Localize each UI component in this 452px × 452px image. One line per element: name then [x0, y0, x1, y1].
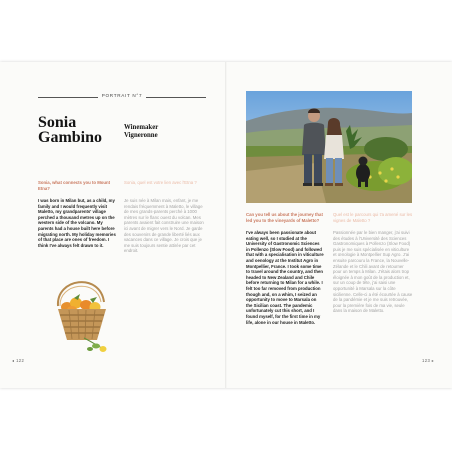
answer-french-1: Je suis née à Milan mais, enfant, je me rendais fréquemment à Maletto, le village de mes grands-parents perché à 1000 mètres sur le flanc ouest du volcan. Mes parents avaient fait construire une maison ici avant de migrer vers le Nord. Je garde des souvenirs de grande liberté liés aux vacances dans ce village. Je crois que je me suis toujours sentie attirée par cet endroit. — [124, 198, 204, 254]
header-rule-left — [38, 97, 98, 98]
page-number-right: 123 ▸ — [422, 358, 435, 363]
question-french-1: Sonia, quel est votre lien avec l'Etna ? — [124, 180, 197, 185]
fruit-basket-illustration — [50, 272, 114, 354]
role-english: Winemaker — [124, 124, 159, 131]
portrait-photo — [246, 91, 412, 203]
portrait-header: PORTRAIT N°7 — [101, 93, 143, 98]
question-english-1: Sonia, what connects you to Mount Etna? — [38, 180, 111, 191]
question-french-2: Quel est le parcours qui t'a amené sur les vignes de Maletto ? — [333, 212, 413, 223]
winemaker-name — [38, 115, 102, 145]
role-french: Vigneronne — [124, 132, 158, 139]
name-last: Gambino — [38, 129, 103, 146]
page-number-left-value: 122 — [16, 358, 25, 363]
page-number-left: ◂ 122 — [12, 358, 25, 363]
answer-french-2: Passionnée par le bien manger, j'ai suivi des études à l'Université des Sciences Gastronomiques à Pollenzo (Slow Food) puis je me suis spécialisée en viticulture et œnologie à Montpellier Sup Agro. J'ai ensuite parcouru la France, la Nouvelle-Zélande et le Chili avant de retourner pour un temps à Milan. J'étais alors trop éloignée à mon goût de la production et, sur un coup de tête, j'ai saisi une opportunité à Marsala sur la côte sicilienne. Celle-ci a été écourtée à cause de la pandémie et je me suis retrouvée, pour la première fois de ma vie, seule dans la maison de Maletto. — [333, 230, 413, 314]
page-number-right-value: 123 — [422, 358, 431, 363]
answer-english-1: I was born in Milan but, as a child, my family and I would frequently visit Maletto, my grandparents' village perched a thousand metres up on the western side of the volcano. My parents had a house built here before migrating north. My holiday memories of that place are ones of freedom. I think I've always felt drawn to it. — [38, 198, 116, 248]
book-gutter — [225, 62, 227, 388]
couple-in-vineyard-photo — [246, 91, 412, 203]
name-first: Sonia — [38, 114, 77, 131]
answer-english-2: I've always been passionate about eating well, so I studied at the University of Gastronomic Sciences in Pollenzo (Slow Food) and followed that with a specialisation in viticulture and oenology at the Institut Agro in Montpellier, France. I took some time to travel around the country, and then headed to New Zealand and Chile before returning to Milan for a while. I felt too far removed from production though and, on a whim, I seized an opportunity to move to Marsala on the Sicilian coast. The pandemic unfortunately cut this short, and I found myself, for the first time in my life, alone in our house in Maletto. — [246, 230, 324, 325]
question-english-2: Can you tell us about the journey that led you to the vineyards of Maletto? — [246, 212, 323, 223]
header-rule-right — [146, 97, 206, 98]
